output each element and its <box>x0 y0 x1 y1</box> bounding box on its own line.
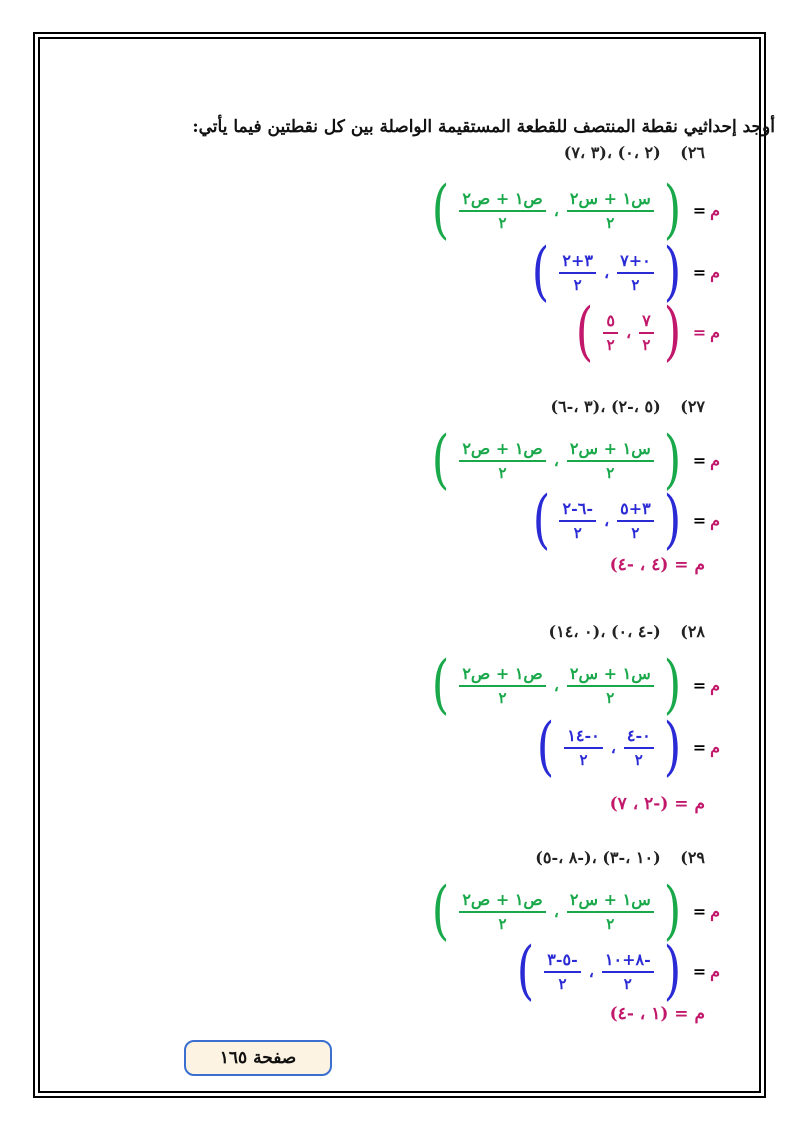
exercise-heading: أوجد إحداثيي نقطة المنتصف للقطعة المستقيمة الواصلة بين كل نقطتين فيما يأتي: <box>192 117 775 137</box>
equals-sign: = <box>692 737 707 757</box>
fraction-numerator: ص١ + ص٢ <box>459 439 545 462</box>
equals-sign: = <box>692 961 707 981</box>
close-paren: ) <box>432 648 450 722</box>
fraction-numerator: -٥-٣ <box>544 950 580 973</box>
fraction-denominator: ٢ <box>498 463 507 482</box>
close-paren: ) <box>532 235 550 309</box>
close-paren: ) <box>432 874 450 948</box>
problem-number: ٢٧) <box>680 397 705 416</box>
m-label: م <box>710 737 720 757</box>
fraction-x <box>624 726 654 769</box>
problem-number: ٢٦) <box>680 143 705 162</box>
fraction-numerator: ٣+٥ <box>617 499 654 522</box>
open-paren: ( <box>663 423 681 497</box>
fraction-y <box>459 439 545 482</box>
fraction-denominator: ٢ <box>606 463 615 482</box>
fraction-x <box>567 439 654 482</box>
equals-sign: = <box>692 200 707 220</box>
m-label: م <box>710 200 720 220</box>
substitution-row-28 <box>531 712 720 782</box>
m-label: م <box>710 675 720 695</box>
fraction-numerator: -٦-٢ <box>559 499 595 522</box>
fraction-numerator: ص١ + ص٢ <box>459 664 545 687</box>
open-paren: ( <box>663 235 681 309</box>
substitution-row-29 <box>511 936 720 1006</box>
problem-points: (-٤ ،٠) ،(٠ ،١٤) <box>548 622 661 641</box>
m-label: م <box>710 262 720 282</box>
close-paren: ) <box>537 710 555 784</box>
close-paren: ) <box>432 173 450 247</box>
fraction-x <box>639 311 654 354</box>
comma: ، <box>588 961 594 981</box>
comma: ، <box>610 737 616 757</box>
fraction-numerator: س١ + س٢ <box>567 890 654 913</box>
open-paren: ( <box>663 483 681 557</box>
fraction-denominator: ٢ <box>631 275 640 294</box>
problem-29 <box>535 848 705 867</box>
page-number-badge: صفحة ١٦٥ <box>184 1040 332 1076</box>
m-label: م <box>710 450 720 470</box>
problem-28 <box>549 622 705 641</box>
fraction-denominator: ٢ <box>606 213 615 232</box>
fraction-x <box>617 499 654 542</box>
comma: ، <box>553 200 559 220</box>
fraction-numerator: ٧ <box>639 311 654 334</box>
fraction-numerator: ص١ + ص٢ <box>459 890 545 913</box>
fraction-denominator: ٢ <box>634 750 643 769</box>
comma: ، <box>603 262 610 282</box>
fraction-numerator: س١ + س٢ <box>567 439 654 462</box>
close-paren: ) <box>576 295 594 369</box>
fraction-numerator: ٠-٤ <box>624 726 654 749</box>
problem-number: ٢٨) <box>680 622 705 641</box>
m-label: م <box>710 961 720 981</box>
problem-points: (٢ ،٠) ،(٣ ،٧) <box>563 143 661 162</box>
answer-29: م = (١ ، -٤) <box>609 1004 705 1024</box>
problem-26 <box>564 143 705 162</box>
fraction-denominator: ٢ <box>631 523 640 542</box>
open-paren: ( <box>663 934 681 1008</box>
fraction-denominator: ٢ <box>573 523 582 542</box>
fraction-numerator: ص١ + ص٢ <box>459 189 545 212</box>
fraction-y <box>459 189 545 232</box>
fraction-numerator: ٥ <box>603 311 618 334</box>
fraction-y <box>459 890 545 933</box>
fraction-denominator: ٢ <box>558 974 567 993</box>
open-paren: ( <box>663 874 681 948</box>
fraction-denominator: ٢ <box>642 335 651 354</box>
fraction-denominator: ٢ <box>606 914 615 933</box>
comma: ، <box>553 675 559 695</box>
fraction-denominator: ٢ <box>498 688 507 707</box>
m-label: م <box>710 510 720 530</box>
m-label: م <box>710 901 720 921</box>
comma: ، <box>553 901 559 921</box>
equals-sign: = <box>692 262 707 282</box>
fraction-numerator: ٠+٧ <box>617 251 654 274</box>
fraction-x <box>617 251 654 294</box>
fraction-denominator: ٢ <box>579 750 588 769</box>
close-paren: ) <box>532 483 550 557</box>
substitution-row-27 <box>527 485 720 555</box>
fraction-denominator: ٢ <box>573 275 582 294</box>
equals-sign: = <box>692 450 707 470</box>
fraction-numerator: س١ + س٢ <box>567 664 654 687</box>
equals-sign: = <box>692 675 707 695</box>
fraction-denominator: ٢ <box>623 974 632 993</box>
fraction-y <box>603 311 618 354</box>
fraction-numerator: ٠-١٤ <box>564 726 602 749</box>
problem-points: (٥ ،-٢) ،(٣ ،-٦) <box>550 397 661 416</box>
fraction-denominator: ٢ <box>498 914 507 933</box>
fraction-numerator: -٨+١٠ <box>602 950 654 973</box>
fraction-x <box>602 950 654 993</box>
fraction-numerator: ٣+٢ <box>559 251 596 274</box>
fraction-y <box>559 499 595 542</box>
comma: ، <box>553 450 559 470</box>
equals-sign: = <box>692 901 707 921</box>
answer-28: م = (-٢ ، ٧) <box>609 794 705 814</box>
fraction-x <box>567 890 654 933</box>
fraction-y <box>459 664 545 707</box>
close-paren: ) <box>517 934 535 1008</box>
comma: ، <box>603 510 610 530</box>
fraction-y <box>564 726 602 769</box>
problem-number: ٢٩) <box>680 848 705 867</box>
fraction-y <box>559 251 596 294</box>
problem-points: (١٠ ،-٣) ،(-٨ ،-٥) <box>535 848 661 867</box>
open-paren: ( <box>663 648 681 722</box>
result-row-26 <box>570 297 720 367</box>
open-paren: ( <box>663 173 681 247</box>
equals-sign: = <box>692 510 707 530</box>
fraction-numerator: س١ + س٢ <box>567 189 654 212</box>
fraction-denominator: ٢ <box>606 688 615 707</box>
open-paren: ( <box>663 295 681 369</box>
equals-sign: = <box>692 322 707 342</box>
fraction-denominator: ٢ <box>498 213 507 232</box>
m-label: م <box>710 322 720 342</box>
fraction-x <box>567 189 654 232</box>
answer-27: م = (٤ ، -٤) <box>609 555 705 575</box>
fraction-denominator: ٢ <box>606 335 615 354</box>
fraction-y <box>544 950 580 993</box>
problem-27 <box>551 397 706 416</box>
fraction-x <box>567 664 654 707</box>
open-paren: ( <box>663 710 681 784</box>
comma: ، <box>625 322 632 342</box>
close-paren: ) <box>432 423 450 497</box>
